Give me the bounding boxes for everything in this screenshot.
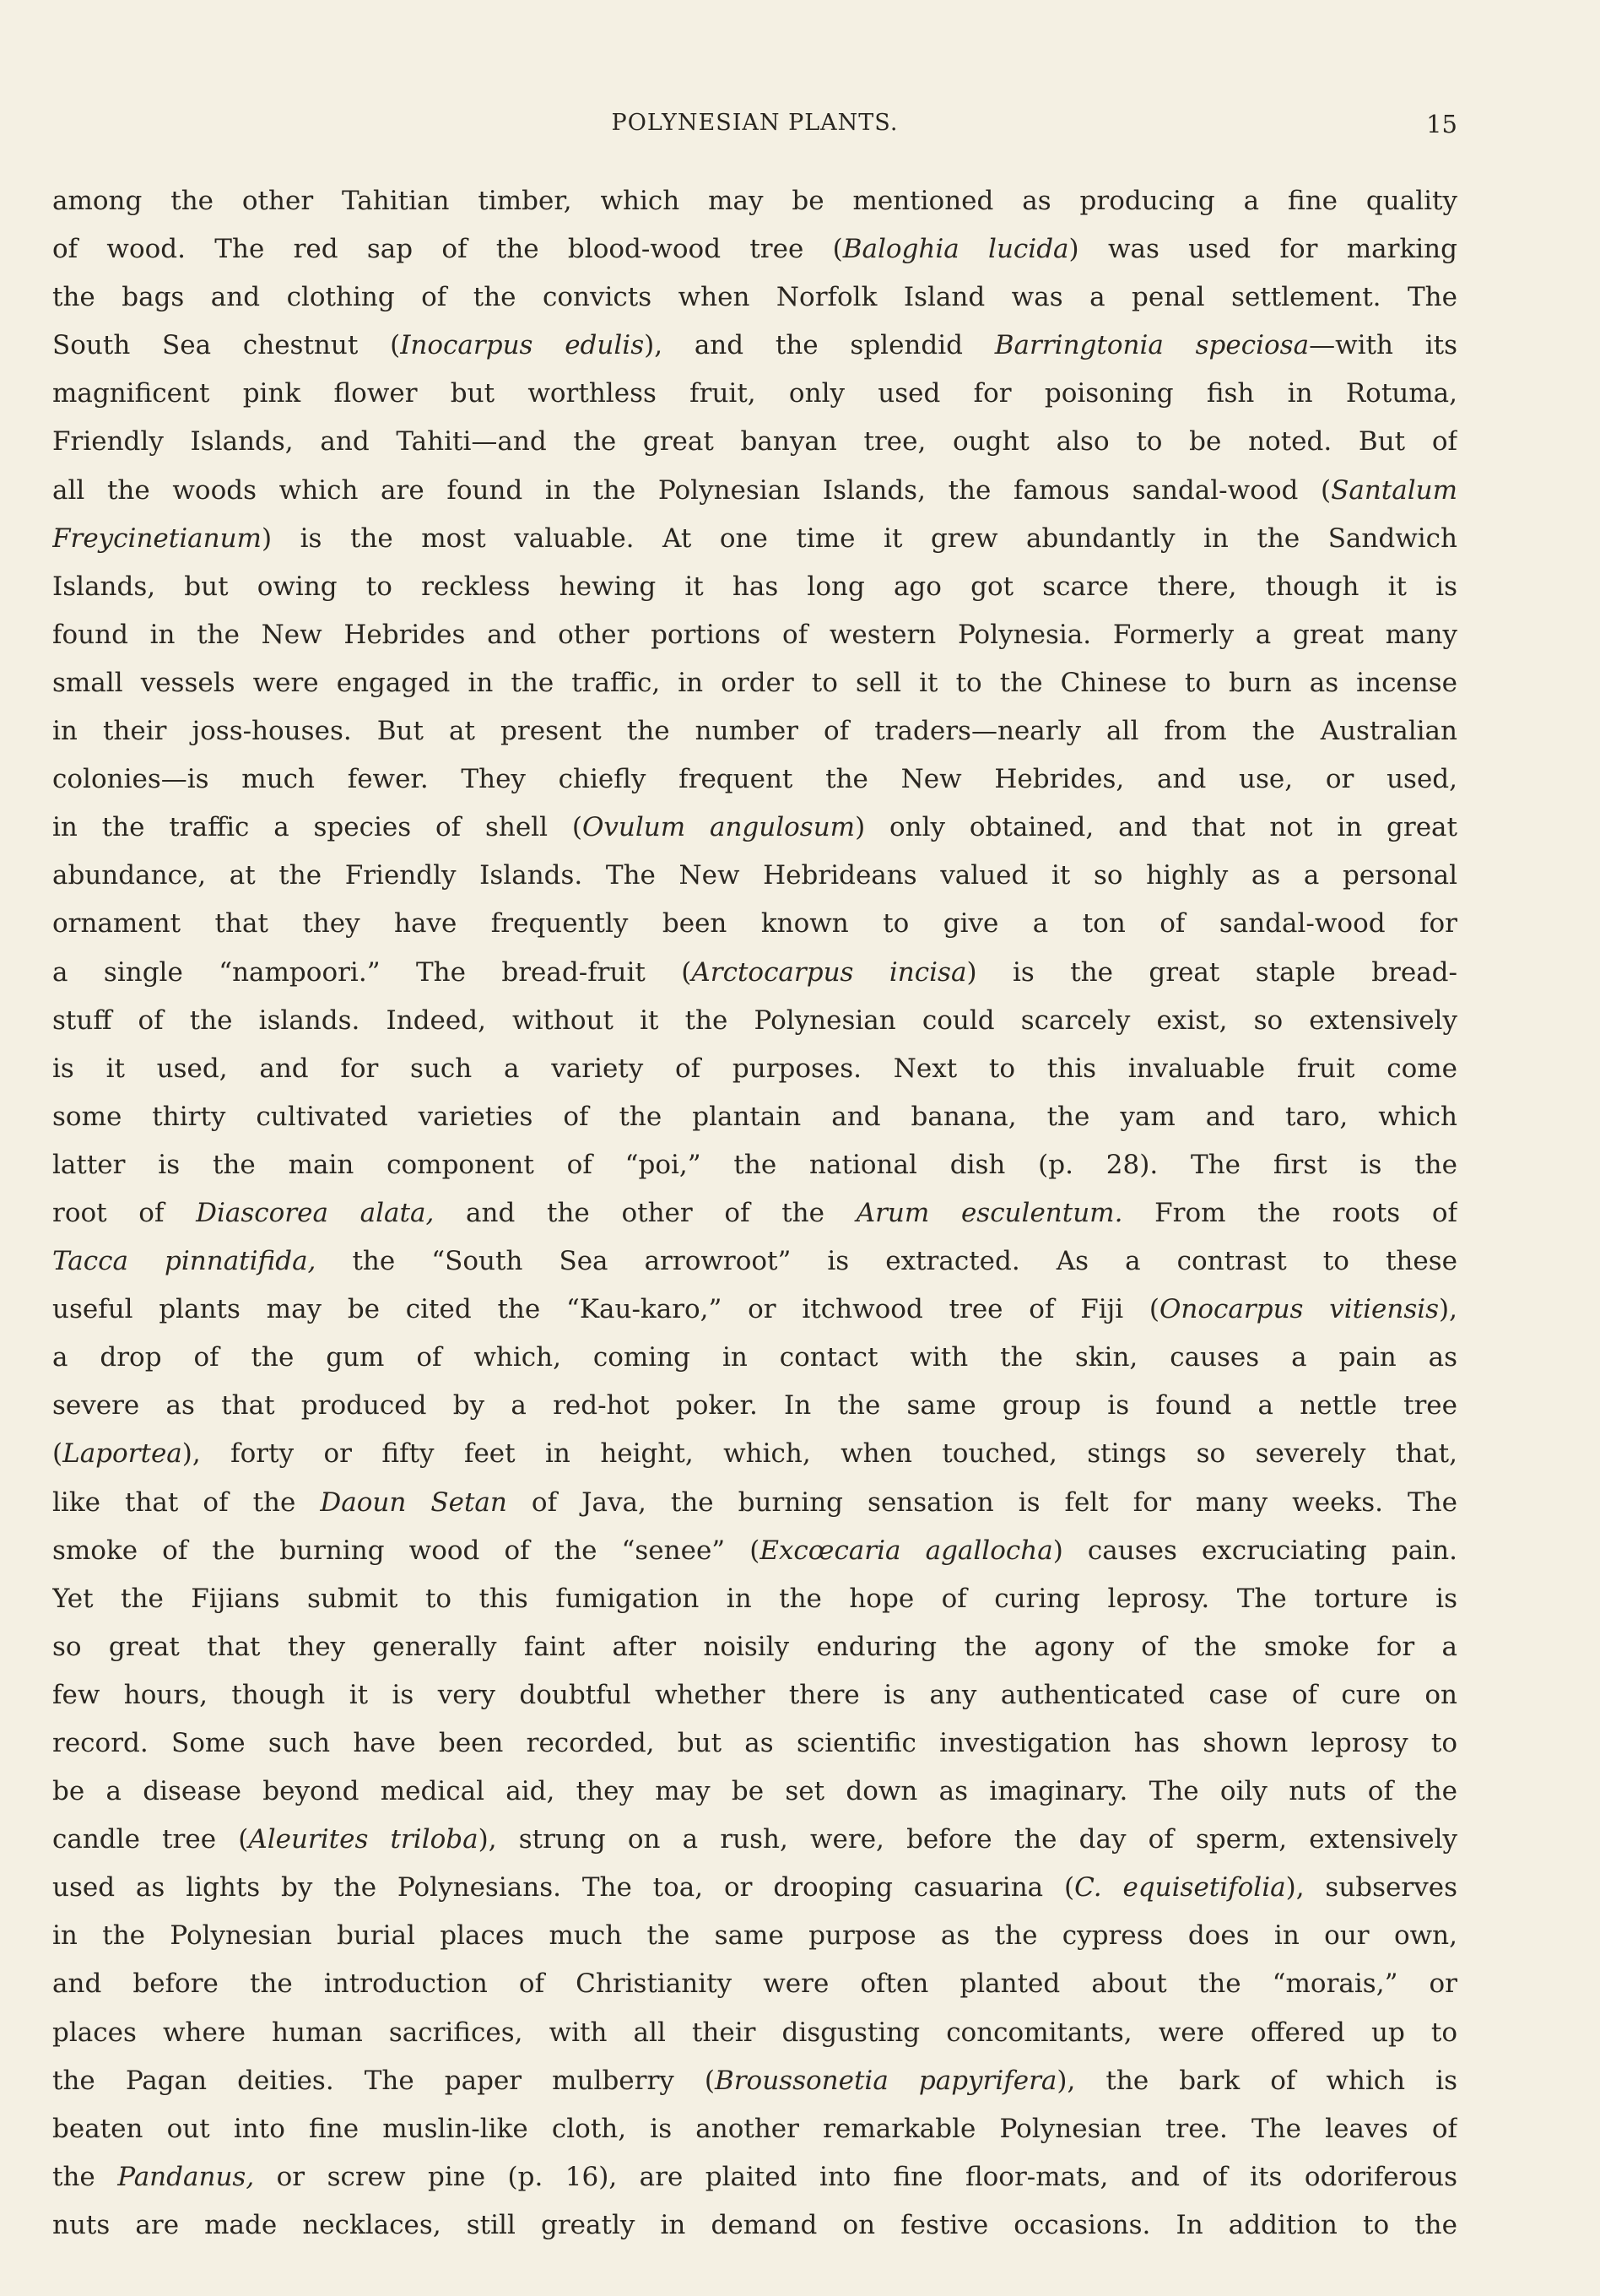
text-line [52,852,1457,900]
text-line [52,1768,1457,1816]
text-segment: the Pagan deities. The paper mulberry ( [52,2065,715,2096]
text-line [52,997,1457,1045]
text-line [52,1864,1457,1912]
text-segment: smoke of the burning wood of the “senee” ( [52,1535,760,1566]
text-line [52,1816,1457,1864]
text-line [52,1671,1457,1719]
text-segment: of Java, the burning sensation is felt for many weeks. The [506,1486,1457,1518]
text-line [52,563,1457,611]
text-segment: ) only obtained, and that not in great [855,812,1457,843]
italic-text: Laportea [62,1438,182,1470]
text-segment: in their joss-houses. But at present the number of traders—nearly all from the Australian [52,716,1457,747]
text-line [52,2105,1457,2153]
italic-text: Arum esculentum. [856,1197,1123,1228]
text-segment: root of [52,1197,197,1228]
text-line [52,1189,1457,1237]
italic-text: C. equisetifolia [1074,1872,1286,1903]
text-segment: magnificent pink flower but worthless fruit, only used for poisoning fish in Rotuma, [52,378,1457,409]
italic-text: Broussonetia papyrifera [714,2065,1057,2096]
text-segment: colonies—is much fewer. They chiefly frequent the New Hebrides, and use, or used, [52,764,1457,795]
text-segment: candle tree ( [52,1824,249,1855]
text-segment: used as lights by the Polynesians. The toa, or drooping casuarina ( [52,1872,1075,1903]
text-segment: nuts are made necklaces, still greatly in demand on festive occasions. In addition to the [52,2209,1457,2240]
italic-text: Freycinetianum [52,523,262,554]
text-segment: of wood. The red sap of the blood-wood tree ( [52,234,843,265]
text-segment: Friendly Islands, and Tahiti—and the great banyan tree, ought also to be noted. But of [52,426,1457,458]
text-line [52,1286,1457,1334]
text-line [52,611,1457,659]
text-segment: ), and the splendid [644,330,995,361]
text-line [52,1093,1457,1141]
text-segment: ornament that they have frequently been known to give a ton of sandal-wood for [52,908,1457,940]
italic-text: Aleurites triloba [248,1824,478,1855]
italic-text: Ovulum angulosum [581,812,856,843]
text-line [52,2057,1457,2105]
text-segment: Yet the Fijians submit to this fumigation in the hope of curing leprosy. The torture is [52,1583,1457,1614]
running-title: POLYNESIAN PLANTS. [611,110,899,136]
text-segment: small vessels were engaged in the traffic, in order to sell it to the Chinese to burn as incense [52,667,1457,698]
text-segment: all the woods which are found in the Polynesian Islands, the famous sandal-wood ( [52,474,1332,506]
italic-text: Tacca pinnatifida, [52,1246,316,1277]
text-line [52,1382,1457,1430]
text-segment: ), forty or fifty feet in height, which, when touched, stings so severely that, [181,1438,1457,1470]
italic-text: Excœcaria agallocha [759,1535,1053,1566]
text-segment: the “South Sea arrowroot” is extracted. As a contrast to these [316,1246,1457,1277]
text-line [52,177,1457,225]
text-segment: ) is the great staple bread- [966,956,1457,988]
text-line [52,1575,1457,1623]
text-segment: among the other Tahitian timber, which may be mentioned as producing a fine quality [52,186,1457,216]
text-line [52,900,1457,948]
text-segment: ( [52,1438,63,1470]
italic-text: Arctocarpus incisa [691,956,967,988]
text-segment: in the Polynesian burial places much the same purpose as the cypress does in our own, [52,1920,1457,1952]
text-segment: latter is the main component of “poi,” the national dish (p. 28). The first is the [52,1149,1457,1180]
text-segment: ) causes excruciating pain. [1052,1535,1457,1566]
page-number: 15 [1426,110,1457,138]
text-line [52,1960,1457,2008]
text-segment: in the traffic a species of shell ( [52,812,582,843]
text-line [52,418,1457,466]
italic-text: Onocarpus vitiensis [1159,1294,1440,1325]
text-segment: and the other of the [434,1197,857,1228]
text-segment: places where human sacrifices, with all their disgusting concomitants, were offered up to [52,2017,1457,2048]
text-segment: the [52,2161,118,2192]
text-line [52,225,1457,273]
text-segment: and before the introduction of Christianity were often planted about the “morais,” or [52,1968,1457,2000]
text-segment: Islands, but owing to reckless hewing it has long ago got scarce there, though it is [52,571,1457,602]
text-segment: found in the New Hebrides and other portions of western Polynesia. Formerly a great many [52,619,1457,650]
text-line [52,1141,1457,1189]
text-line [52,2153,1457,2201]
body-text [52,177,1457,2250]
text-segment: a drop of the gum of which, coming in contact with the skin, causes a pain as [52,1342,1457,1373]
text-line [52,1623,1457,1671]
italic-text: Baloghia lucida [842,234,1069,265]
text-segment: ), strung on a rush, were, before the day of sperm, extensively [478,1824,1457,1855]
text-segment: South Sea chestnut ( [52,330,401,361]
italic-text: Pandanus, [117,2161,255,2192]
text-segment: ) was used for marking [1068,234,1457,265]
text-segment: ), [1439,1294,1457,1325]
text-line [52,370,1457,418]
text-segment: abundance, at the Friendly Islands. The New Hebrideans valued it so highly as a personal [52,860,1457,891]
italic-text: Diascorea alata, [196,1197,435,1228]
text-segment: ), subserves [1285,1872,1457,1903]
text-line [52,467,1457,515]
text-line [52,949,1457,997]
text-segment: ) is the most valuable. At one time it grew abundantly in the Sandwich [261,523,1457,554]
italic-text: Daoun Setan [320,1486,507,1518]
text-line [52,1719,1457,1768]
text-segment: or screw pine (p. 16), are plaited into fine floor-mats, and of its odoriferous [254,2161,1457,2192]
text-line [52,659,1457,707]
text-segment: beaten out into fine muslin-like cloth, is another remarkable Polynesian tree. The leaves of [52,2113,1457,2144]
text-segment: severe as that produced by a red-hot poker. In the same group is found a nettle tree [52,1390,1457,1421]
text-segment: stuff of the islands. Indeed, without it the Polynesian could scarcely exist, so extensively [52,1004,1457,1036]
text-line [52,1527,1457,1575]
text-line [52,1334,1457,1382]
italic-text: Barringtonia speciosa [994,330,1310,361]
text-segment: useful plants may be cited the “Kau-karo,” or itchwood tree of Fiji ( [52,1294,1160,1325]
text-segment: like that of the [52,1486,321,1518]
text-line [52,755,1457,804]
text-segment: is it used, and for such a variety of purposes. Next to this invaluable fruit come [52,1053,1457,1084]
text-segment: so great that they generally faint after noisily enduring the agony of the smoke for a [52,1631,1457,1662]
text-line [52,1912,1457,1960]
italic-text: Inocarpus edulis [400,330,645,361]
text-segment: be a disease beyond medical aid, they may be set down as imaginary. The oily nuts of the [52,1776,1457,1807]
text-segment: record. Some such have been recorded, but as scientific investigation has shown leprosy to [52,1728,1457,1758]
text-segment: —with its [1309,330,1457,361]
text-segment: few hours, though it is very doubtful whether there is any authenticated case of cure on [52,1679,1457,1710]
text-line [52,1430,1457,1478]
text-segment: From the roots of [1122,1197,1457,1228]
text-segment: some thirty cultivated varieties of the plantain and banana, the yam and taro, which [52,1101,1457,1132]
running-head [52,110,1457,147]
text-line [52,2009,1457,2057]
text-segment: a single “nampoori.” The bread-fruit ( [52,956,692,988]
text-line [52,707,1457,755]
text-line [52,1237,1457,1286]
text-segment: ), the bark of which is [1057,2065,1457,2096]
text-segment: the bags and clothing of the convicts when Norfolk Island was a penal settlement. The [52,282,1457,313]
text-line [52,1479,1457,1527]
text-line [52,1045,1457,1093]
italic-text: Santalum [1331,474,1457,506]
text-line [52,273,1457,322]
text-line [52,322,1457,370]
text-line [52,804,1457,852]
text-line [52,2201,1457,2250]
text-line [52,515,1457,563]
